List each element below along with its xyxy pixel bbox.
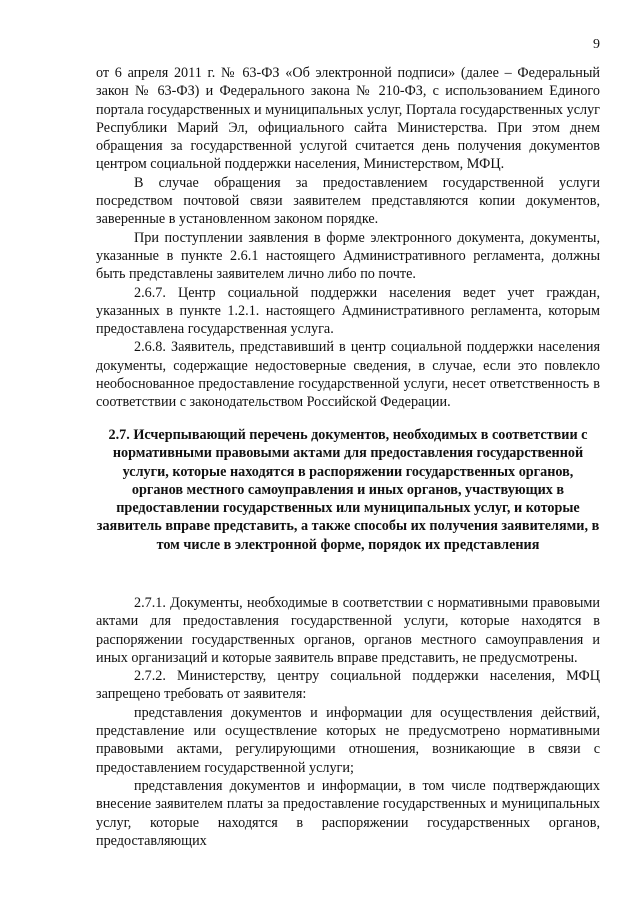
paragraph-continuation: от 6 апреля 2011 г. № 63-ФЗ «Об электронной подписи» (далее – Федеральный закон № 63-ФЗ) и Федерального закона № 210-ФЗ, с использованием Единого портала государственных и муниципальных услуг, Портала государственных услуг Республики Марий Эл, официального сайта Министерства. При этом днем обращения за государственной услугой считается день получения документов центром социальной поддержки населения, Министерством, МФЦ. — [96, 65, 600, 173]
paragraph-postal: В случае обращения за предоставлением государственной услуги посредством почтовой связи заявителем представляются копии документов, заверенные в установленном законом порядке. — [96, 174, 600, 228]
paragraph-electronic: При поступлении заявления в форме электронного документа, документы, указанные в пункте 2.6.1 настоящего Административного регламента, должны быть представлены заявителем лично либо по почте. — [96, 229, 600, 283]
paragraph-prohibition-1: представления документов и информации для осуществления действий, представление или осуществление которых не предусмотрено нормативными правовыми актами, регулирующими отношения, возникающие в связи с предоставлением государственной услуги; — [96, 704, 600, 776]
paragraph-prohibition-2: представления документов и информации, в том числе подтверждающих внесение заявителем платы за предоставление государственных и муниципальных услуг, которые находятся в распоряжении государственных органов, предоставляющих — [96, 777, 600, 849]
paragraph-2-6-8: 2.6.8. Заявитель, представивший в центр социальной поддержки населения документы, содержащие недостоверные сведения, в случае, если это повлекло необоснованное предоставление государственной услуги, несет ответственность в соответствии с законодательством Российской Федерации. — [96, 339, 600, 411]
text-block-top — [96, 64, 600, 412]
section-heading-2-7: 2.7. Исчерпывающий перечень документов, необходимых в соответствии с нормативными правовыми актами для предоставления государственной услуги, которые находятся в распоряжении государственных органов, органов местного самоуправления и иных органов, участвующих в предоставлении государственных или муниципальных услуг, и которые заявитель вправе представить, а также способы их получения заявителями, в том числе в электронной форме, порядок их представления — [96, 427, 600, 553]
paragraph-2-7-1: 2.7.1. Документы, необходимые в соответствии с нормативными правовыми актами для предоставления государственной услуги, которые находятся в распоряжении государственных органов, органов местного самоуправления и иных организаций и которые заявитель вправе представить, не предусмотрены. — [96, 595, 600, 666]
page-number: 9 — [593, 37, 600, 52]
text-block-bottom — [96, 594, 600, 850]
paragraph-2-6-7: 2.6.7. Центр социальной поддержки населения ведет учет граждан, указанных в пункте 1.2.1. настоящего Административного регламента, которым предоставлена государственная услуга. — [96, 284, 600, 338]
paragraph-2-7-2: 2.7.2. Министерству, центру социальной поддержки населения, МФЦ запрещено требовать от заявителя: — [96, 668, 600, 703]
